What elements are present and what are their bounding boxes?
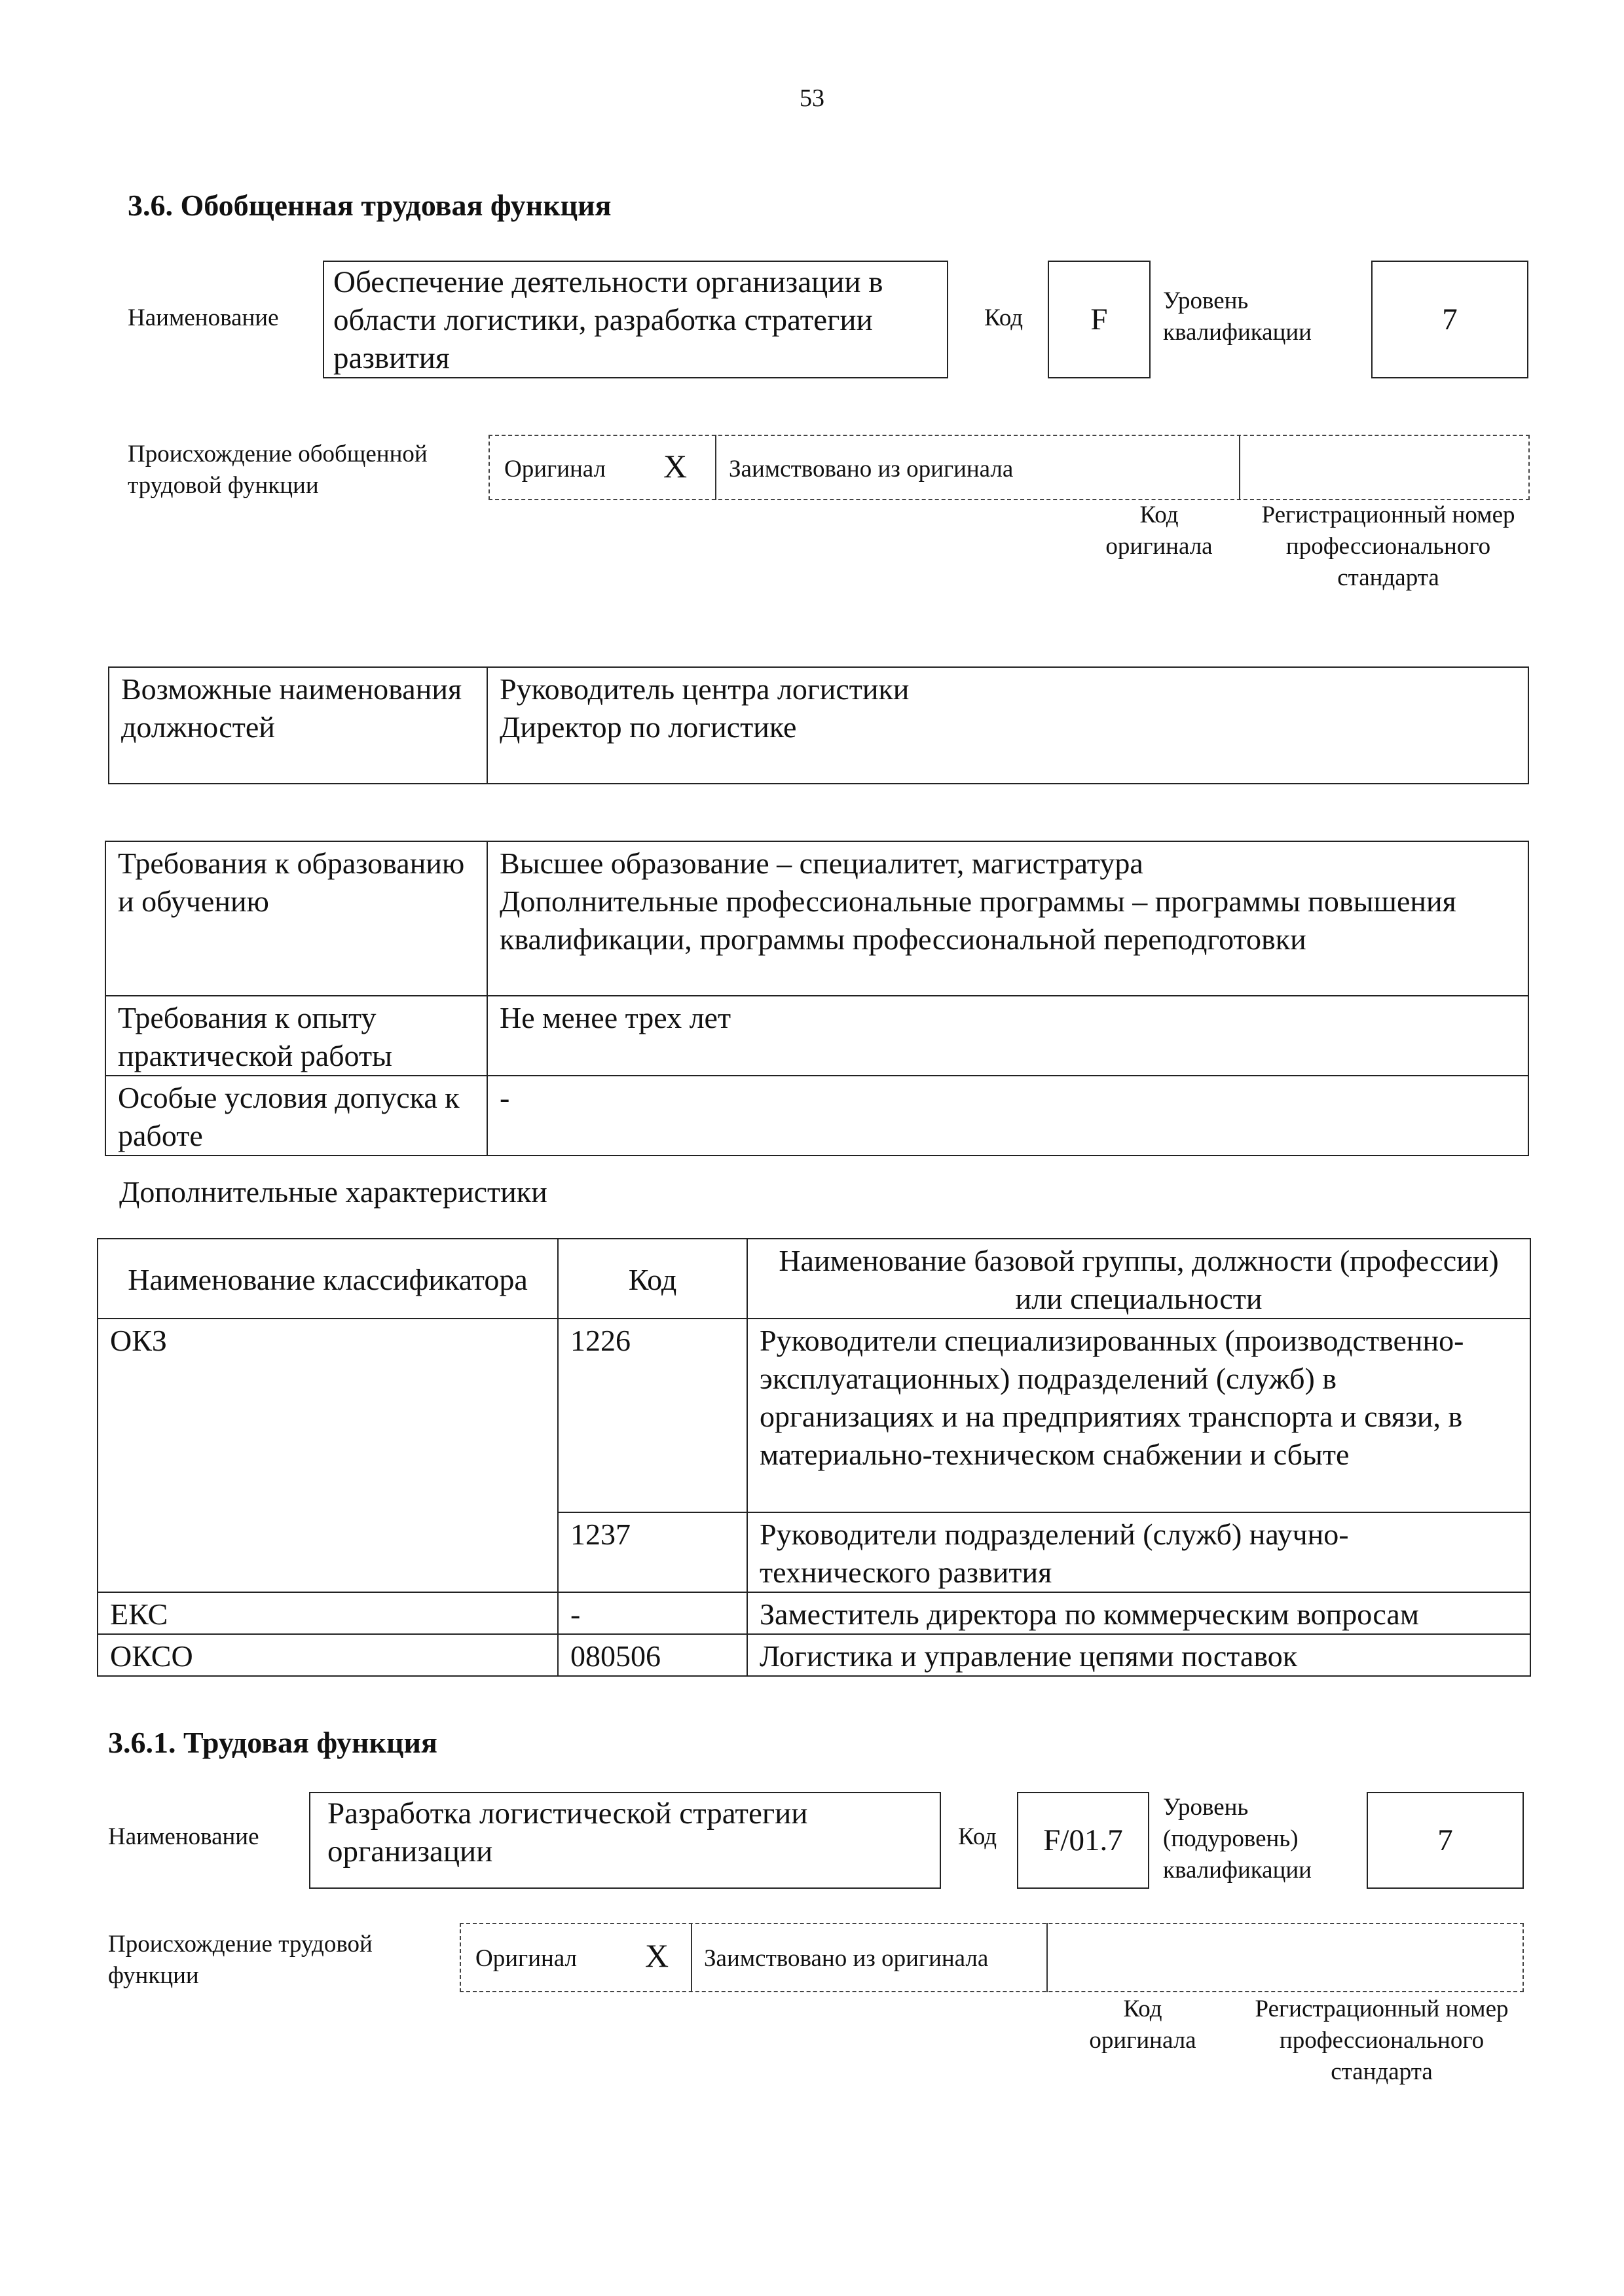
lf-code-label: Код <box>958 1823 997 1850</box>
lf-origin-divider-2 <box>1046 1923 1048 1992</box>
table-row <box>98 1592 1530 1634</box>
level-label: Уровень квалификации <box>1163 287 1312 346</box>
lf-original-label: Оригинал <box>475 1945 578 1972</box>
level-value-box <box>1371 261 1528 378</box>
requirement-value: Не менее трех лет <box>487 996 1528 1076</box>
lf-code-value-box <box>1017 1792 1149 1889</box>
requirement-value: Высшее образование – специалитет, магистратура Дополнительные профессиональные программы – программы повышения квалификации, программы профессиональной переподготовки <box>487 841 1528 996</box>
lf-origin-divider-1 <box>691 1923 692 1992</box>
level-value: 7 <box>1442 302 1458 337</box>
requirement-label: Особые условия допуска к работе <box>105 1076 487 1156</box>
origin-divider-2 <box>1239 435 1240 500</box>
header-code: Код <box>558 1239 747 1319</box>
table-row <box>105 996 1528 1076</box>
code-value-box <box>1048 261 1151 378</box>
additional-title: Дополнительные характеристики <box>119 1175 547 1209</box>
header-classifier: Наименование классификатора <box>98 1239 558 1319</box>
header-name: Наименование базовой группы, должности (профессии) или специальности <box>747 1239 1530 1319</box>
origin-divider-1 <box>715 435 716 500</box>
positions-label: Возможные наименования должностей <box>109 667 487 784</box>
name-value: Обеспечение деятельности организации в области логистики, разработка стратегии развития <box>333 265 883 375</box>
name-value-box <box>323 261 948 378</box>
lf-level-value-box <box>1367 1792 1524 1889</box>
code-original-caption: Код оригинала <box>1105 501 1213 560</box>
original-mark: X <box>663 448 688 484</box>
requirements-table <box>105 841 1529 1156</box>
lf-origin-row <box>460 1923 1524 1992</box>
cell-name: Руководители подразделений (служб) научно-технического развития <box>747 1512 1530 1592</box>
additional-table <box>97 1238 1531 1677</box>
requirement-value: - <box>487 1076 1528 1156</box>
code-label: Код <box>984 304 1024 331</box>
lf-name-label: Наименование <box>108 1823 259 1850</box>
cell-classifier: ОКЗ <box>98 1319 558 1592</box>
table-row <box>109 667 1528 784</box>
table-header-row <box>98 1239 1530 1319</box>
requirement-label: Требования к образованию и обучению <box>105 841 487 996</box>
cell-classifier: ОКСО <box>98 1634 558 1676</box>
lf-origin-label: Происхождение трудовой функции <box>108 1931 373 1989</box>
positions-table <box>108 666 1529 784</box>
lf-name-value-box <box>309 1792 941 1889</box>
requirement-label: Требования к опыту практической работы <box>105 996 487 1076</box>
table-row <box>105 841 1528 996</box>
lf-reg-number-caption: Регистрационный номер профессионального стандарта <box>1255 1995 1509 2085</box>
lf-name-value: Разработка логистической стратегии организации <box>327 1796 808 1868</box>
table-row <box>98 1634 1530 1676</box>
lf-code-value: F/01.7 <box>1043 1823 1123 1857</box>
cell-name: Заместитель директора по коммерческим вопросам <box>747 1592 1530 1634</box>
cell-name: Руководители специализированных (производственно-эксплуатационных) подразделений (служб) в организациях и на предприятиях транспорта и связи, в материально-техническом снабжении и сбыте <box>747 1319 1530 1512</box>
lf-borrowed-label: Заимствовано из оригинала <box>704 1945 989 1972</box>
reg-number-caption: Регистрационный номер профессионального стандарта <box>1261 501 1515 591</box>
section-heading: 3.6. Обобщенная трудовая функция <box>128 189 612 222</box>
page-number: 53 <box>800 84 824 112</box>
table-row <box>98 1319 1530 1512</box>
cell-name: Логистика и управление цепями поставок <box>747 1634 1530 1676</box>
cell-code: 1226 <box>558 1319 747 1512</box>
cell-code: 1237 <box>558 1512 747 1592</box>
lf-level-value: 7 <box>1437 1823 1453 1857</box>
cell-classifier: ЕКС <box>98 1592 558 1634</box>
positions-value: Руководитель центра логистики Директор по логистике <box>487 667 1528 784</box>
lf-code-original-caption: Код оригинала <box>1089 1995 1196 2054</box>
origin-label: Происхождение обобщенной трудовой функции <box>128 441 428 499</box>
name-label: Наименование <box>128 304 279 331</box>
cell-code: 080506 <box>558 1634 747 1676</box>
subsection-heading: 3.6.1. Трудовая функция <box>108 1726 437 1759</box>
code-value: F <box>1090 302 1108 337</box>
lf-original-mark: X <box>645 1937 669 1974</box>
original-label: Оригинал <box>504 456 606 483</box>
lf-level-label: Уровень (подуровень) квалификации <box>1163 1794 1312 1884</box>
borrowed-label: Заимствовано из оригинала <box>729 456 1014 483</box>
table-row <box>105 1076 1528 1156</box>
cell-code: - <box>558 1592 747 1634</box>
